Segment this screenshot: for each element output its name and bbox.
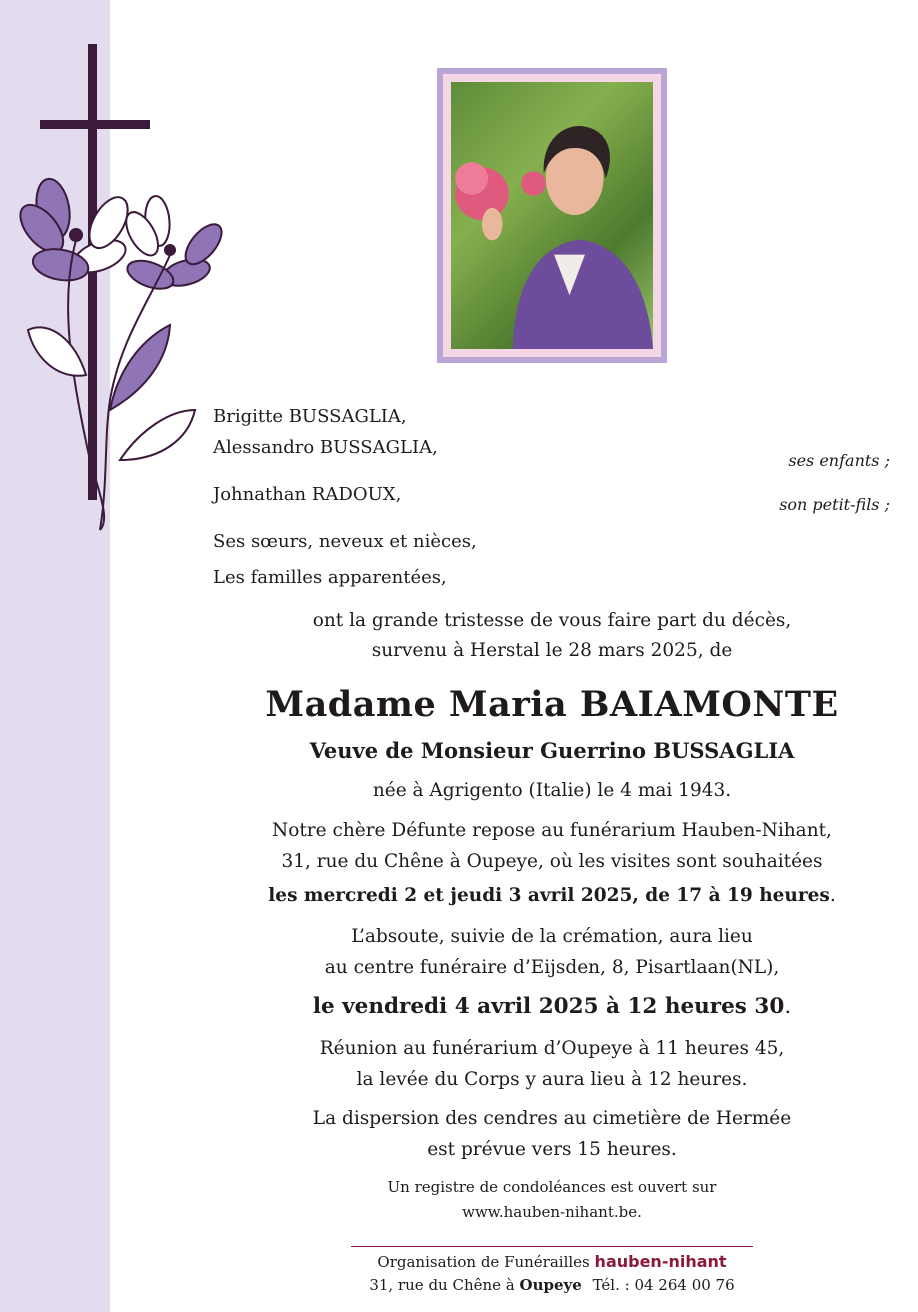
intro-line-2: survenu à Herstal le 28 mars 2025, de (371, 640, 733, 661)
footer-divider (351, 1246, 753, 1247)
portrait-photo-frame (437, 68, 667, 363)
ceremony-date: le vendredi 4 avril 2025 à 12 heures 30 (312, 994, 785, 1019)
family-siblings: Ses sœurs, neveux et nièces, (213, 531, 477, 552)
family-member-brigitte: Brigitte BUSSAGLIA, (213, 406, 407, 427)
register-line-1: Un registre de condoléances est ouvert sur (387, 1178, 717, 1196)
family-member-johnathan: Johnathan RADOUX, (213, 484, 402, 505)
family-member-alessandro: Alessandro BUSSAGLIA, (213, 437, 438, 458)
ceremony-period: . (784, 994, 792, 1019)
flower-right (120, 195, 228, 294)
absolution-line-1: L’absoute, suivie de la crémation, aura lieu (351, 926, 753, 947)
visits-period: . (829, 885, 836, 906)
birth-line: née à Agrigento (Italie) le 4 mai 1943. (372, 780, 732, 801)
register-website: www.hauben-nihant.be. (462, 1203, 642, 1221)
cross-with-flowers-illustration (0, 40, 230, 540)
dispersion-line-1: La dispersion des cendres au cimetière de Hermée (312, 1108, 792, 1129)
rest-line-1: Notre chère Défunte repose au funérarium Hauben-Nihant, (272, 820, 832, 841)
widow-of-line: Veuve de Monsieur Guerrino BUSSAGLIA (309, 738, 795, 763)
footer-address (351, 1276, 753, 1294)
footer-brand-logo: hauben-nihant (594, 1252, 727, 1271)
footer-organisation (351, 1252, 753, 1271)
ceremony-line (250, 992, 854, 1022)
footer-phone: Tél. : 04 264 00 76 (592, 1276, 735, 1294)
photo-mat (443, 74, 661, 357)
visits-dates: les mercredi 2 et jeudi 3 avril 2025, de 17 à 19 heures (268, 885, 830, 906)
meeting-line-2: la levée du Corps y aura lieu à 12 heures. (356, 1069, 748, 1090)
relation-children: ses enfants ; (788, 451, 890, 470)
intro-line-1: ont la grande tristesse de vous faire part du décès, (312, 610, 792, 631)
portrait-illustration (451, 82, 653, 349)
deceased-name: Madame Maria BAIAMONTE (265, 684, 839, 725)
family-relatives: Les familles apparentées, (213, 567, 447, 588)
footer-org-text: Organisation de Funérailles (377, 1253, 590, 1271)
absolution-line-2: au centre funéraire d’Eijsden, 8, Pisartlaan(NL), (324, 957, 780, 978)
visits-line (250, 881, 854, 911)
footer-town: Oupeye (519, 1276, 582, 1294)
footer-street: 31, rue du Chêne à (369, 1276, 515, 1294)
flower-left (12, 176, 135, 284)
dispersion-line-2: est prévue vers 15 heures. (427, 1139, 677, 1160)
relation-grandson: son petit-fils ; (779, 495, 890, 514)
cross-horizontal (40, 120, 150, 129)
portrait-photo (451, 82, 653, 349)
meeting-line-1: Réunion au funérarium d’Oupeye à 11 heures 45, (319, 1038, 785, 1059)
rest-line-2: 31, rue du Chêne à Oupeye, où les visites sont souhaitées (281, 851, 823, 872)
